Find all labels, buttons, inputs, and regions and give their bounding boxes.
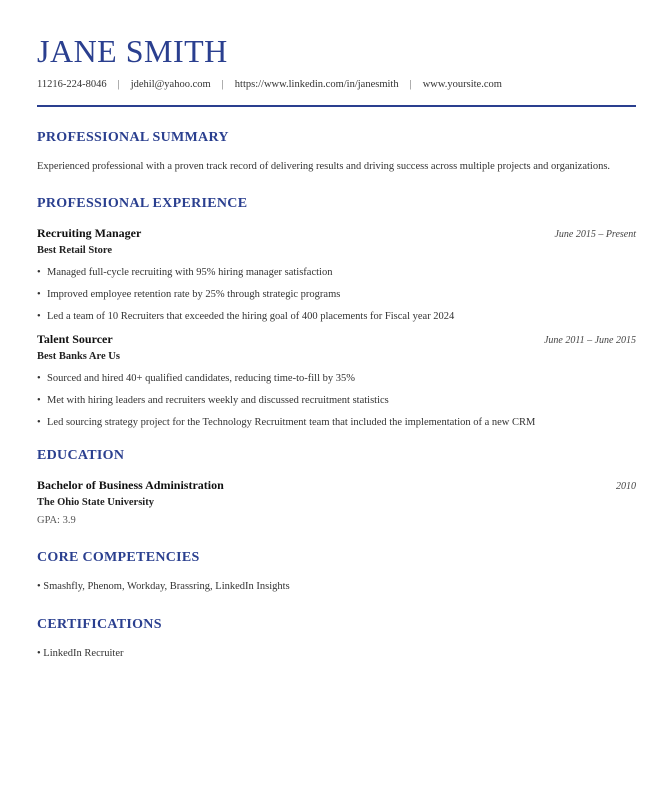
job-entry xyxy=(37,226,636,324)
contact-line xyxy=(37,77,636,91)
section-title-competencies: CORE COMPETENCIES xyxy=(37,550,200,565)
competencies-section xyxy=(37,550,636,592)
company-name: Best Banks Are Us xyxy=(37,351,120,362)
bullet-icon: • xyxy=(37,311,41,322)
company-name: Best Retail Store xyxy=(37,245,113,256)
list-item: • Managed full-cycle recruiting with 95% hiring manager satisfaction xyxy=(37,267,333,278)
experience-section xyxy=(37,196,636,430)
degree-name: Bachelor of Business Administration xyxy=(37,478,224,492)
job-bullets xyxy=(37,372,636,430)
section-title-education: EDUCATION xyxy=(37,448,125,463)
contact-separator: | xyxy=(117,78,120,90)
job-title: Talent Sourcer xyxy=(37,332,113,346)
bullet-icon: • xyxy=(37,289,41,300)
list-item: • Met with hiring leaders and recruiters weekly and discussed recruitment statistics xyxy=(37,395,389,406)
education-section xyxy=(37,448,636,526)
competencies-list: • Smashfly, Phenom, Workday, Brassring, LinkedIn Insights xyxy=(37,581,290,592)
section-title-summary: PROFESSIONAL SUMMARY xyxy=(37,130,229,145)
job-title: Recruiting Manager xyxy=(37,226,142,240)
list-item: • Led sourcing strategy project for the Technology Recruitment team that included the implementation of a new CRM xyxy=(37,417,536,428)
job-entry xyxy=(37,332,636,430)
certifications-section xyxy=(37,617,636,659)
bullet-icon: • xyxy=(37,417,41,428)
school-name: The Ohio State University xyxy=(37,497,154,508)
website-url[interactable]: www.yoursite.com xyxy=(422,78,502,90)
contact-separator: | xyxy=(409,78,412,90)
list-item: • Sourced and hired 40+ qualified candidates, reducing time-to-fill by 35% xyxy=(37,373,355,384)
bullet-icon: • xyxy=(37,373,41,384)
linkedin-url[interactable]: https://www.linkedin.com/in/janesmith xyxy=(234,78,399,90)
bullet-icon: • xyxy=(37,395,41,406)
job-bullets xyxy=(37,266,636,324)
bullet-icon: • xyxy=(37,267,41,278)
certifications-list: • LinkedIn Recruiter xyxy=(37,648,124,659)
list-item: • Led a team of 10 Recruiters that exceeded the hiring goal of 400 placements for Fiscal year 2024 xyxy=(37,311,455,322)
phone-number: 11216-224-8046 xyxy=(37,78,107,90)
summary-text: Experienced professional with a proven track record of delivering results and driving success across multiple projects and organizations. xyxy=(37,161,611,172)
graduation-year: 2010 xyxy=(616,481,636,492)
job-date: June 2011 – June 2015 xyxy=(543,335,636,346)
section-title-certifications: CERTIFICATIONS xyxy=(37,617,162,632)
gpa-text: GPA: 3.9 xyxy=(37,515,76,526)
contact-separator: | xyxy=(221,78,224,90)
header-divider xyxy=(37,105,636,107)
summary-section xyxy=(37,130,636,172)
candidate-name: JANE SMITH xyxy=(37,33,228,69)
job-date: June 2015 – Present xyxy=(554,229,636,240)
section-title-experience: PROFESSIONAL EXPERIENCE xyxy=(37,196,248,211)
list-item: • Improved employee retention rate by 25% through strategic programs xyxy=(37,289,341,300)
email-address[interactable]: jdehil@yahoo.com xyxy=(130,78,211,90)
